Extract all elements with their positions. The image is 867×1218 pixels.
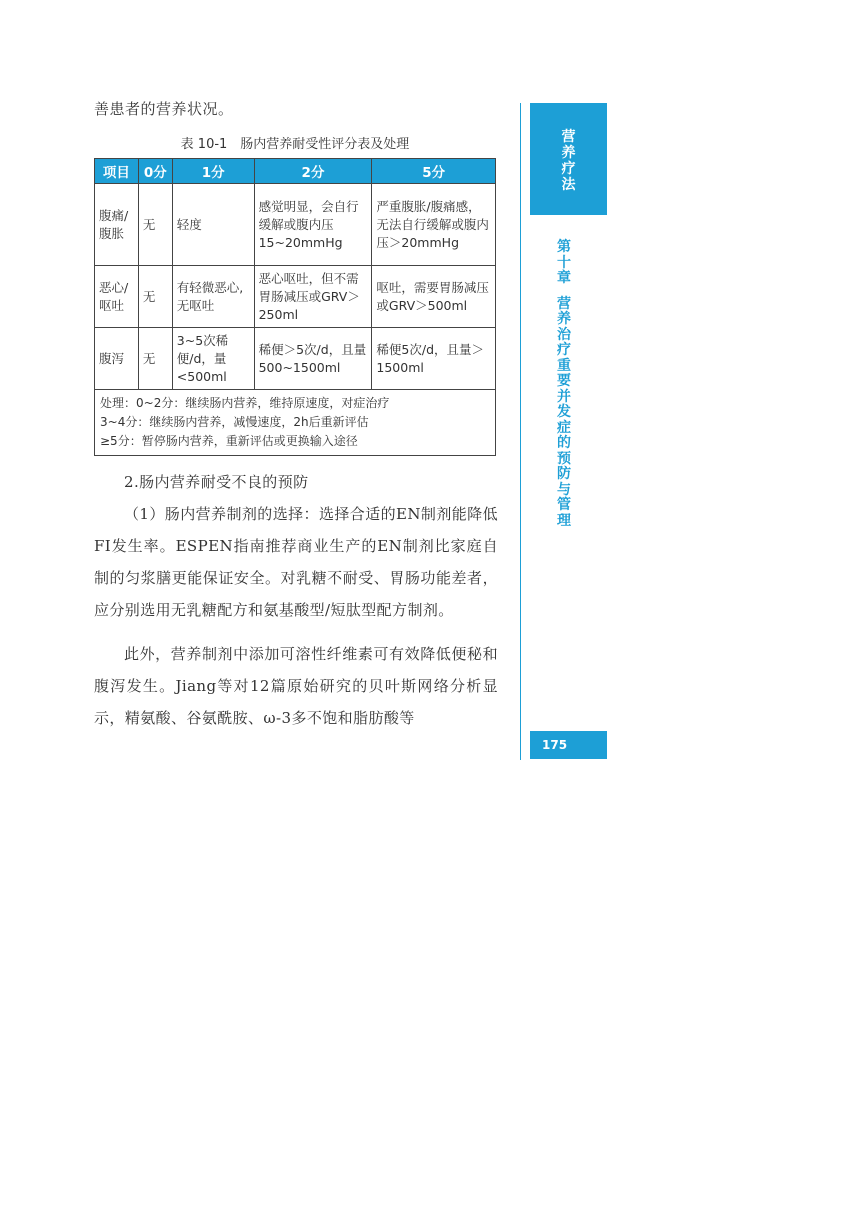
header-1: 1分 (172, 159, 254, 184)
top-line: 善患者的营养状况。 (94, 100, 234, 118)
note-line: 处理：0~2分：继续肠内营养，维持原速度，对症治疗 (100, 396, 390, 410)
table-cell: 无 (138, 184, 172, 266)
table-cell: 稀便＞5次/d，且量500~1500ml (254, 328, 372, 390)
paragraph-2: 此外，营养制剂中添加可溶性纤维素可有效降低便秘和腹泻发生。Jiang等对12篇原始研究的贝叶斯网络分析显示，精氨酸、谷氨酰胺、ω-3多不饱和脂肪酸等 (94, 645, 498, 727)
header-2: 2分 (254, 159, 372, 184)
section-tab (530, 103, 607, 215)
table-cell: 无 (138, 328, 172, 390)
note-line: ≥5分：暂停肠内营养，重新评估或更换输入途径 (100, 434, 358, 448)
table-cell: 腹泻 (95, 328, 139, 390)
table-cell: 有轻微恶心,无呕吐 (172, 266, 254, 328)
table-cell: 感觉明显，会自行缓解或腹内压15~20mmHg (254, 184, 372, 266)
paragraph-1: （1）肠内营养制剂的选择：选择合适的EN制剂能降低FI发生率。ESPEN指南推荐商业生产的EN制剂比家庭自制的匀浆膳更能保证安全。对乳糖不耐受、胃肠功能差者，应分别选用无乳糖配方和氨基酸型/短肽型配方制剂。 (94, 505, 498, 619)
table-cell: 轻度 (172, 184, 254, 266)
section-heading: 2.肠内营养耐受不良的预防 (124, 473, 309, 491)
table-cell: 恶心/呕吐 (95, 266, 139, 328)
table-caption: 表 10-1 肠内营养耐受性评分表及处理 (180, 137, 410, 152)
table-cell: 无 (138, 266, 172, 328)
table-cell: 稀便5次/d，且量＞1500ml (372, 328, 496, 390)
sidebar-rule (520, 103, 521, 760)
table-notes-row (95, 390, 496, 456)
section-tab-label: 营 养 疗 法 (561, 129, 576, 193)
header-item: 项目 (95, 159, 139, 184)
table-cell: 腹痛/腹胀 (95, 184, 139, 266)
chapter-title: 第 十 章 营 养 治 疗 重 要 并 发 症 的 预 防 与 管 理 (557, 239, 571, 529)
table-header-row (95, 159, 496, 184)
table-notes (95, 390, 496, 456)
table-cell: 严重腹胀/腹痛感，无法自行缓解或腹内压＞20mmHg (372, 184, 496, 266)
table-row (95, 328, 496, 390)
header-0: 0分 (138, 159, 172, 184)
note-line: 3~4分：继续肠内营养，减慢速度，2h后重新评估 (100, 415, 369, 429)
table-row (95, 184, 496, 266)
tolerance-table (94, 158, 496, 456)
body-text (94, 466, 498, 734)
table-row (95, 266, 496, 328)
table-cell: 呕吐，需要胃肠减压或GRV＞500ml (372, 266, 496, 328)
header-5: 5分 (372, 159, 496, 184)
table-cell: 3~5次稀便/d，量<500ml (172, 328, 254, 390)
page-number: 175 (530, 731, 607, 759)
table-cell: 恶心呕吐，但不需胃肠减压或GRV＞250ml (254, 266, 372, 328)
